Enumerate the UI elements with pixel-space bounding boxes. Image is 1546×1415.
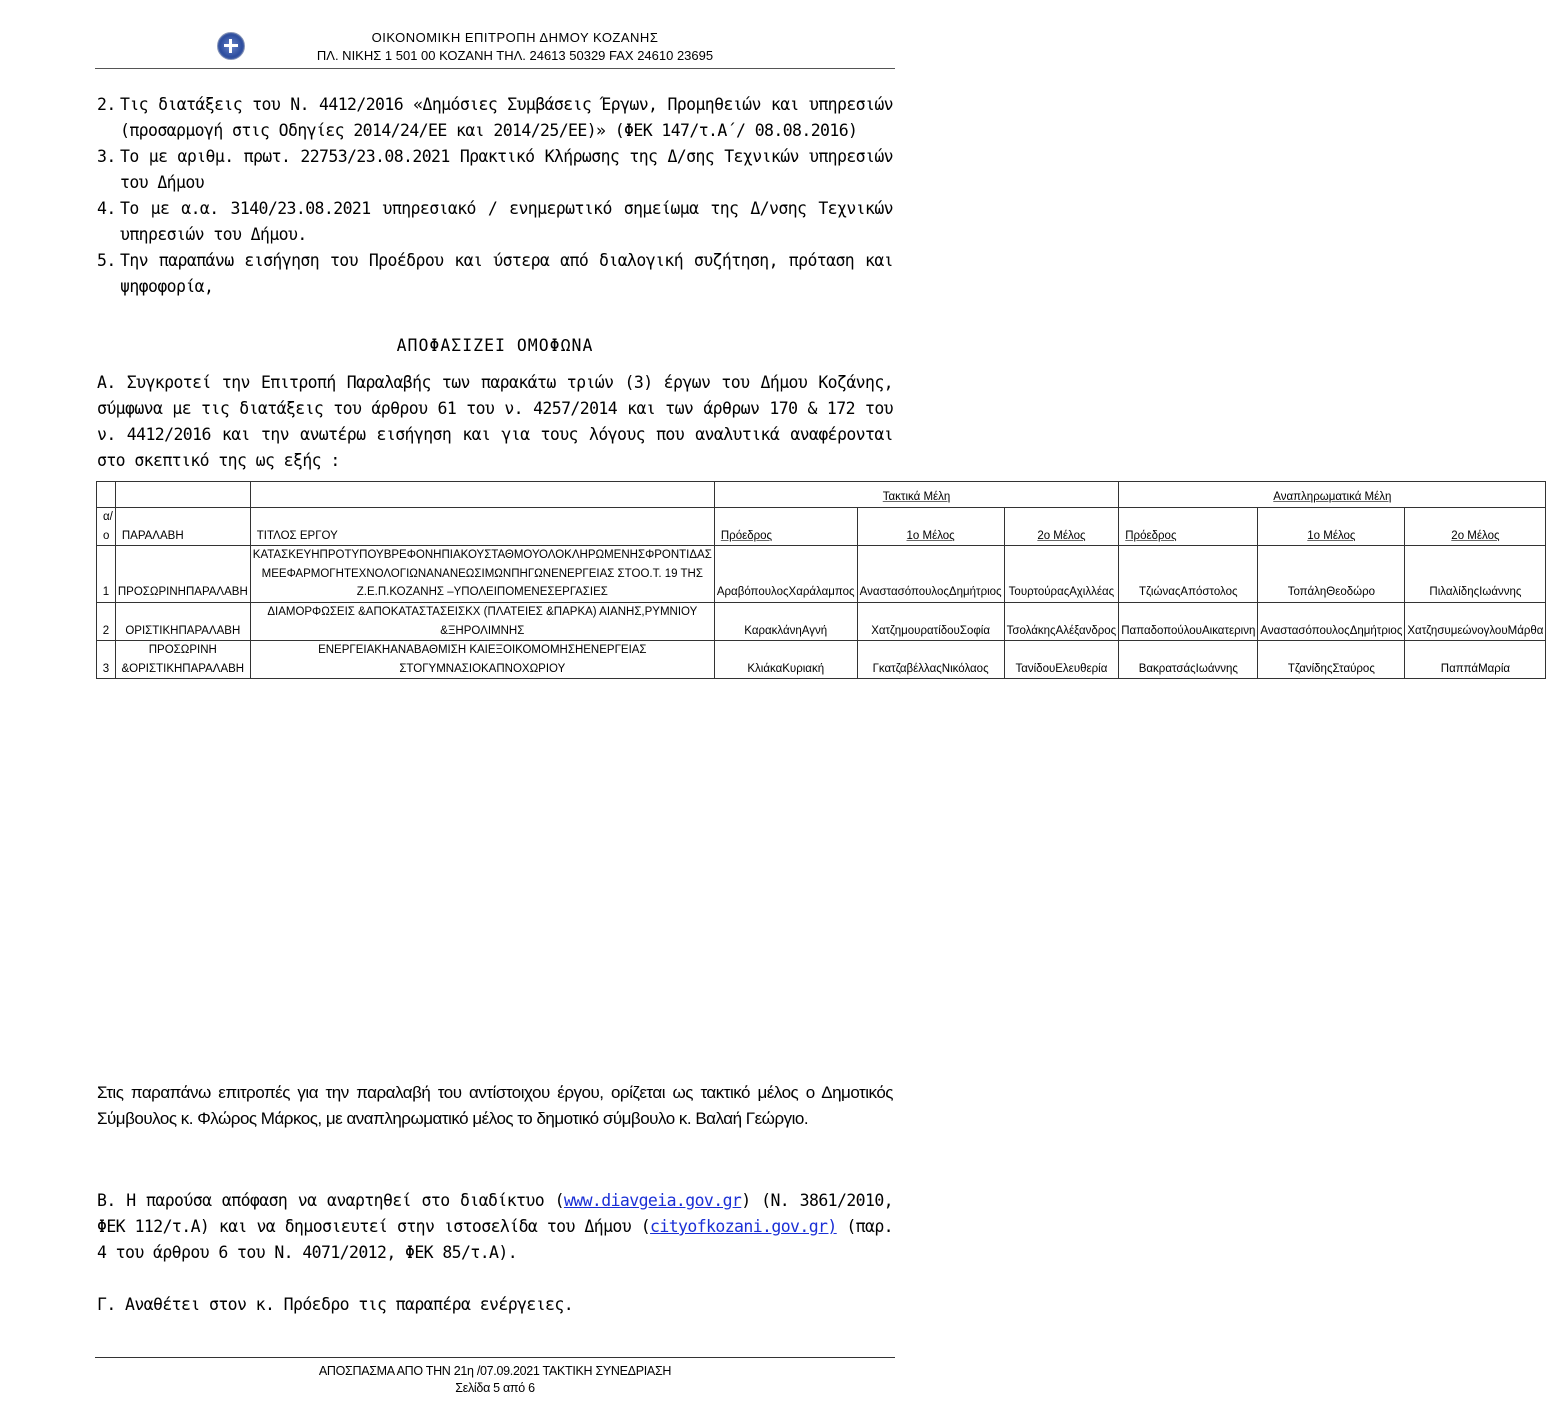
- committee-note: Στις παραπάνω επιτροπές για την παραλαβή του αντίστοιχου έργου, ορίζεται ως τακτικό μέλος ο Δημοτικός Σύμβουλος κ. Φλώρος Μάρκος, με αναπληρωματικό μέλος το δημοτικό σύμβουλο κ. Βαλαή Γεώργιο.: [97, 1083, 893, 1128]
- section-a-paragraph: Α. Συγκροτεί την Επιτροπή Παραλαβής των παρακάτω τριών (3) έργων του Δήμου Κοζάνης, σύμφωνα με τις διατάξεις του άρθρου 61 του ν. 4257/2014 και των άρθρων 170 & 172 του ν. 4412/2016 και την ανωτέρω εισήγηση και για τους λόγους που αναλυτικά αναφέρονται στο σκεπτικό της ως εξής :: [97, 373, 893, 470]
- regular-member2: ΤσολάκηςΑλέξανδρος: [1004, 602, 1119, 640]
- regular-member1: ΑναστασόπουλοςΔημήτριος: [857, 546, 1004, 603]
- col-header-alt-member2: 2ο Μέλος: [1405, 508, 1546, 546]
- receipt-type: ΟΡΙΣΤΙΚΗΠΑΡΑΛΑΒΗ: [115, 602, 250, 640]
- col-header-reg-chair: Πρόεδρος: [714, 508, 857, 546]
- regular-chair: ΑραβόπουλοςΧαράλαμπος: [714, 546, 857, 603]
- project-title: ΔΙΑΜΟΡΦΩΣΕΙΣ &ΑΠΟΚΑΤΑΣΤΑΣΕΙΣΚΧ (ΠΛΑΤΕΙΕΣ &ΠΑΡΚΑ) ΑΙΑΝΗΣ,ΡΥΜΝΙΟΥ &ΞΗΡΟΛΙΜΝΗΣ: [250, 602, 714, 640]
- table-row: [97, 641, 1546, 679]
- section-c-paragraph: Γ. Αναθέτει στον κ. Πρόεδρο τις παραπέρα ενέργειες.: [97, 1295, 574, 1314]
- alternate-chair: ΤζιώναςΑπόστολος: [1119, 546, 1258, 603]
- footer-session-title: ΑΠΟΣΠΑΣΜΑ ΑΠΟ ΤΗΝ 21η /07.09.2021 ΤΑΚΤΙΚΗ ΣΥΝΕΔΡΙΑΣΗ: [318, 1364, 672, 1378]
- item-number: 3.: [97, 147, 116, 166]
- alternate-member1: ΤζανίδηςΣταύρος: [1258, 641, 1405, 679]
- consideration-item: [97, 248, 893, 300]
- header-divider: [95, 68, 895, 69]
- organization-address: ΠΛ. ΝΙΚΗΣ 1 501 00 ΚΟΖΑΝΗ ΤΗΛ. 24613 50329 FAX 24610 23695: [316, 48, 714, 63]
- item-text: Το με αριθμ. πρωτ. 22753/23.08.2021 Πρακτικό Κλήρωσης της Δ/σης Τεχνικών υπηρεσιών του Δήμου: [120, 147, 893, 192]
- item-text: Την παραπάνω εισήγηση του Προέδρου και ύστερα από διαλογική συζήτηση, πρόταση και ψηφοφορία,: [120, 251, 893, 296]
- row-number: 3: [97, 641, 116, 679]
- page-number: Σελίδα 5 από 6: [455, 1381, 535, 1395]
- receipt-type: ΠΡΟΣΩΡΙΝΗ &ΟΡΙΣΤΙΚΗΠΑΡΑΛΑΒΗ: [115, 641, 250, 679]
- alternate-member2: ΠιλαλίδηςΙωάννης: [1405, 546, 1546, 603]
- regular-member1: ΧατζημουρατίδουΣοφία: [857, 602, 1004, 640]
- alternate-member1: ΑναστασόπουλοςΔημήτριος: [1258, 602, 1405, 640]
- table-row: [97, 546, 1546, 603]
- alternate-chair: ΒακρατσάςΙωάννης: [1119, 641, 1258, 679]
- col-header-receipt: ΠΑΡΑΛΑΒΗ: [115, 508, 250, 546]
- col-header-title: ΤΙΤΛΟΣ ΕΡΓΟΥ: [250, 508, 714, 546]
- alternate-chair: ΠαπαδοπούλουΑικατερινη: [1119, 602, 1258, 640]
- committee-table: [96, 481, 1546, 679]
- considerations-list: [97, 92, 893, 300]
- table-group-header-row: [97, 482, 1546, 508]
- letterhead: [95, 30, 895, 70]
- regular-member2: ΤουρτούραςΑχιλλέας: [1004, 546, 1119, 603]
- consideration-item: [97, 196, 893, 248]
- section-b-paragraph: Β. Η παρούσα απόφαση να αναρτηθεί στο διαδίκτυο (www.diavgeia.gov.gr) (Ν. 3861/2010, ΦΕΚ 112/τ.Α) και να δημοσιευτεί στην ιστοσελίδα του Δήμου (cityofkozani.gov.gr) (παρ. 4 του άρθρου 6 του Ν. 4071/2012, ΦΕΚ 85/τ.Α).: [97, 1191, 893, 1262]
- regular-members-header: Τακτικά Μέλη: [714, 482, 1118, 508]
- item-number: 5.: [97, 251, 116, 270]
- decision-heading: ΑΠΟΦΑΣΙΖΕΙ ΟΜΟΦΩΝΑ: [396, 336, 594, 355]
- alternate-members-header: Αναπληρωματικά Μέλη: [1119, 482, 1546, 508]
- alternate-member2: ΧατζησυμεώνογλουΜάρθα: [1405, 602, 1546, 640]
- col-header-reg-member2: 2ο Μέλος: [1004, 508, 1119, 546]
- regular-member1: ΓκατζαβέλλαςΝικόλαος: [857, 641, 1004, 679]
- regular-chair: ΚλιάκαΚυριακή: [714, 641, 857, 679]
- page-footer: [95, 1363, 895, 1397]
- alternate-member1: ΤοπάληΘεοδώρο: [1258, 546, 1405, 603]
- project-title: ΕΝΕΡΓΕΙΑΚΗΑΝΑΒΑΘΜΙΣΗ ΚΑΙΕΞΟΙΚΟΜΟΜΗΣΗΕΝΕΡΓΕΙΑΣ ΣΤΟΓΥΜΝΑΣΙΟΚΑΠΝΟΧΩΡΙΟΥ: [250, 641, 714, 679]
- project-title: ΚΑΤΑΣΚΕΥΗΠΡΟΤΥΠΟΥΒΡΕΦΟΝΗΠΙΑΚΟΥΣΤΑΘΜΟΥΟΛΟΚΛΗΡΩΜΕΝΗΣΦΡΟΝΤΙΔΑΣ ΜΕΕΦΑΡΜΟΓΗΤΕΧΝΟΛΟΓΙΩΝΑΝΑΝΕΩΣΙΜΩΝΠΗΓΩΝΕΝΕΡΓΕΙΑΣ ΣΤΟΟ.Τ. 19 ΤΗΣ Ζ.Ε.Π.ΚΟΖΑΝΗΣ –ΥΠΟΛΕΙΠΟΜΕΝΕΣΕΡΓΑΣΙΕΣ: [250, 546, 714, 603]
- col-header-no: α/ο: [97, 508, 116, 546]
- col-header-alt-chair: Πρόεδρος: [1119, 508, 1258, 546]
- row-number: 1: [97, 546, 116, 603]
- alternate-member2: ΠαππάΜαρία: [1405, 641, 1546, 679]
- diavgeia-link[interactable]: www.diavgeia.gov.gr: [563, 1191, 742, 1210]
- receipt-type: ΠΡΟΣΩΡΙΝΗΠΑΡΑΛΑΒΗ: [115, 546, 250, 603]
- organization-name: ΟΙΚΟΝΟΜΙΚΗ ΕΠΙΤΡΟΠΗ ΔΗΜΟΥ ΚΟΖΑΝΗΣ: [371, 30, 659, 45]
- row-number: 2: [97, 602, 116, 640]
- table-row: [97, 602, 1546, 640]
- item-number: 2.: [97, 95, 116, 114]
- footer-divider: [95, 1357, 895, 1358]
- regular-chair: ΚαρακλάνηΑγνή: [714, 602, 857, 640]
- consideration-item: [97, 92, 893, 144]
- item-text: Το με α.α. 3140/23.08.2021 υπηρεσιακό / ενημερωτικό σημείωμα της Δ/νσης Τεχνικών υπηρεσιών του Δήμου.: [120, 199, 893, 244]
- item-text: Τις διατάξεις του Ν. 4412/2016 «Δημόσιες Συμβάσεις Έργων, Προμηθειών και υπηρεσιών (προσαρμογή στις Οδηγίες 2014/24/ΕΕ και 2014/25/ΕΕ)» (ΦΕΚ 147/τ.Α΄/ 08.08.2016): [120, 95, 893, 140]
- table-column-header-row: [97, 508, 1546, 546]
- item-number: 4.: [97, 199, 116, 218]
- consideration-item: [97, 144, 893, 196]
- col-header-alt-member1: 1ο Μέλος: [1258, 508, 1405, 546]
- regular-member2: ΤανίδουΕλευθερία: [1004, 641, 1119, 679]
- col-header-reg-member1: 1ο Μέλος: [857, 508, 1004, 546]
- cityofkozani-link[interactable]: cityofkozani.gov.gr): [650, 1217, 837, 1236]
